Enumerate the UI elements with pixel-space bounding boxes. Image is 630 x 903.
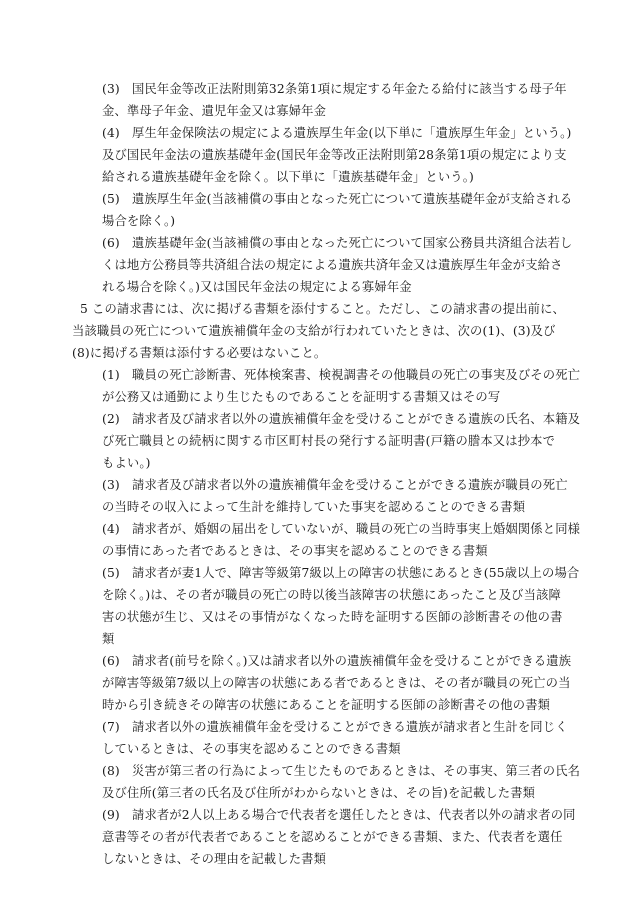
- pension-list-continued: [82, 78, 582, 298]
- text-line: 請求者以外の遺族補償年金を受けることができる遺族が請求者と生計を同じく: [132, 720, 568, 734]
- text-line: 職員の死亡診断書、死体検案書、検視調書その他職員の死亡の事実及びその死亡: [132, 368, 581, 382]
- text-line: しないときは、その理由を記載した書類: [102, 852, 327, 866]
- text-line: 請求者及び請求者以外の遺族補償年金を受けることができる遺族が職員の死亡: [132, 478, 568, 492]
- item-number: (4): [102, 522, 120, 536]
- document-page: [72, 78, 582, 870]
- text-line: 請求者及び請求者以外の遺族補償年金を受けることができる遺族の氏名、本籍及: [132, 412, 581, 426]
- item-number: (8): [102, 764, 120, 778]
- list-item: [82, 474, 582, 518]
- section-item: [72, 298, 582, 364]
- text-line: 遺族基礎年金(当該補償の事由となった死亡について国家公務員共済組合法若し: [132, 236, 573, 250]
- text-line: を除く。)は、その者が職員の死亡の時以後当該障害の状態にあったこと及び当該障: [102, 588, 561, 602]
- text-line: 時から引き続きその障害の状態にあることを証明する医師の診断書その他の書類: [102, 698, 551, 712]
- item-number: (9): [102, 808, 120, 822]
- list-item: [82, 364, 582, 408]
- text-line: 及び国民年金法の遺族基礎年金(国民年金等改正法附則第28条第1項の規定により支: [102, 148, 567, 162]
- text-line: の事情にあった者であるときは、その事実を認めることのできる書類: [102, 544, 488, 558]
- list-item: [82, 122, 582, 188]
- text-line: もよい。): [102, 456, 151, 470]
- text-line: くは地方公務員等共済組合法の規定による遺族共済年金又は遺族厚生年金が支給さ: [102, 258, 563, 272]
- text-line: れる場合を除く。)又は国民年金法の規定による寡婦年金: [102, 280, 412, 294]
- text-line: 請求者が妻1人で、障害等級第7級以上の障害の状態にあるとき(55歳以上の場合: [132, 566, 580, 580]
- text-line: の当時その収入によって生計を維持していた事実を認めることのできる書類: [102, 500, 526, 514]
- list-item: [82, 716, 582, 760]
- item-number: (6): [102, 654, 120, 668]
- item-number: (2): [102, 412, 120, 426]
- text-line: 場合を除く。): [102, 214, 176, 228]
- item-number: 5: [80, 302, 88, 316]
- text-line: 類: [102, 632, 115, 646]
- list-item: [82, 232, 582, 298]
- list-item: [82, 188, 582, 232]
- text-line: 害の状態が生じ、又はその事情がなくなった時を証明する医師の診断書その他の書: [102, 610, 563, 624]
- text-line: が障害等級第7級以上の障害の状態にある者であるときは、その者が職員の死亡の当: [102, 676, 571, 690]
- text-line: 請求者が2人以上ある場合で代表者を選任したときは、代表者以外の請求者の同: [132, 808, 576, 822]
- item-number: (7): [102, 720, 120, 734]
- attachment-list: [82, 364, 582, 870]
- list-item: [82, 518, 582, 562]
- item-number: (6): [102, 236, 120, 250]
- text-line: び死亡職員との続柄に関する市区町村長の発行する証明書(戸籍の謄本又は抄本で: [102, 434, 556, 448]
- list-item: [82, 78, 582, 122]
- text-line: 災害が第三者の行為によって生じたものであるときは、その事実、第三者の氏名: [132, 764, 581, 778]
- text-line: 厚生年金保険法の規定による遺族厚生年金(以下単に「遺族厚生年金」という。): [132, 126, 572, 140]
- list-item: [82, 650, 582, 716]
- item-number: (4): [102, 126, 120, 140]
- text-line: 国民年金等改正法附則第32条第1項に規定する年金たる給付に該当する母子年: [132, 82, 567, 96]
- text-line: が公務又は通勤により生じたものであることを証明する書類又はその写: [102, 390, 501, 404]
- text-line: 当該職員の死亡について遺族補償年金の支給が行われていたときは、次の(1)、(3)及び: [72, 324, 556, 338]
- item-number: (3): [102, 478, 120, 492]
- list-item: [82, 408, 582, 474]
- item-number: (5): [102, 566, 120, 580]
- item-number: (5): [102, 192, 120, 206]
- text-line: 給される遺族基礎年金を除く。以下単に「遺族基礎年金」という。): [102, 170, 474, 184]
- section-5: [72, 298, 582, 364]
- text-line: 遺族厚生年金(当該補償の事由となった死亡について遺族基礎年金が支給される: [132, 192, 573, 206]
- list-item: [82, 562, 582, 650]
- item-number: (1): [102, 368, 120, 382]
- item-number: (3): [102, 82, 120, 96]
- text-line: (8)に掲げる書類は添付する必要はないこと。: [72, 346, 327, 360]
- list-item: [82, 760, 582, 804]
- text-line: 及び住所(第三者の氏名及び住所がわからないときは、その旨)を記載した書類: [102, 786, 536, 800]
- list-item: [82, 804, 582, 870]
- text-line: 金、準母子年金、遺児年金又は寡婦年金: [102, 104, 327, 118]
- text-line: 請求者が、婚姻の届出をしていないが、職員の死亡の当時事実上婚姻関係と同様: [132, 522, 581, 536]
- text-line: しているときは、その事実を認めることのできる書類: [102, 742, 401, 756]
- text-line: 意書等その者が代表者であることを認めることができる書類、また、代表者を選任: [102, 830, 563, 844]
- text-line: この請求書には、次に掲げる書類を添付すること。ただし、この請求書の提出前に、: [92, 302, 565, 316]
- text-line: 請求者(前号を除く。)又は請求者以外の遺族補償年金を受けることができる遺族: [132, 654, 572, 668]
